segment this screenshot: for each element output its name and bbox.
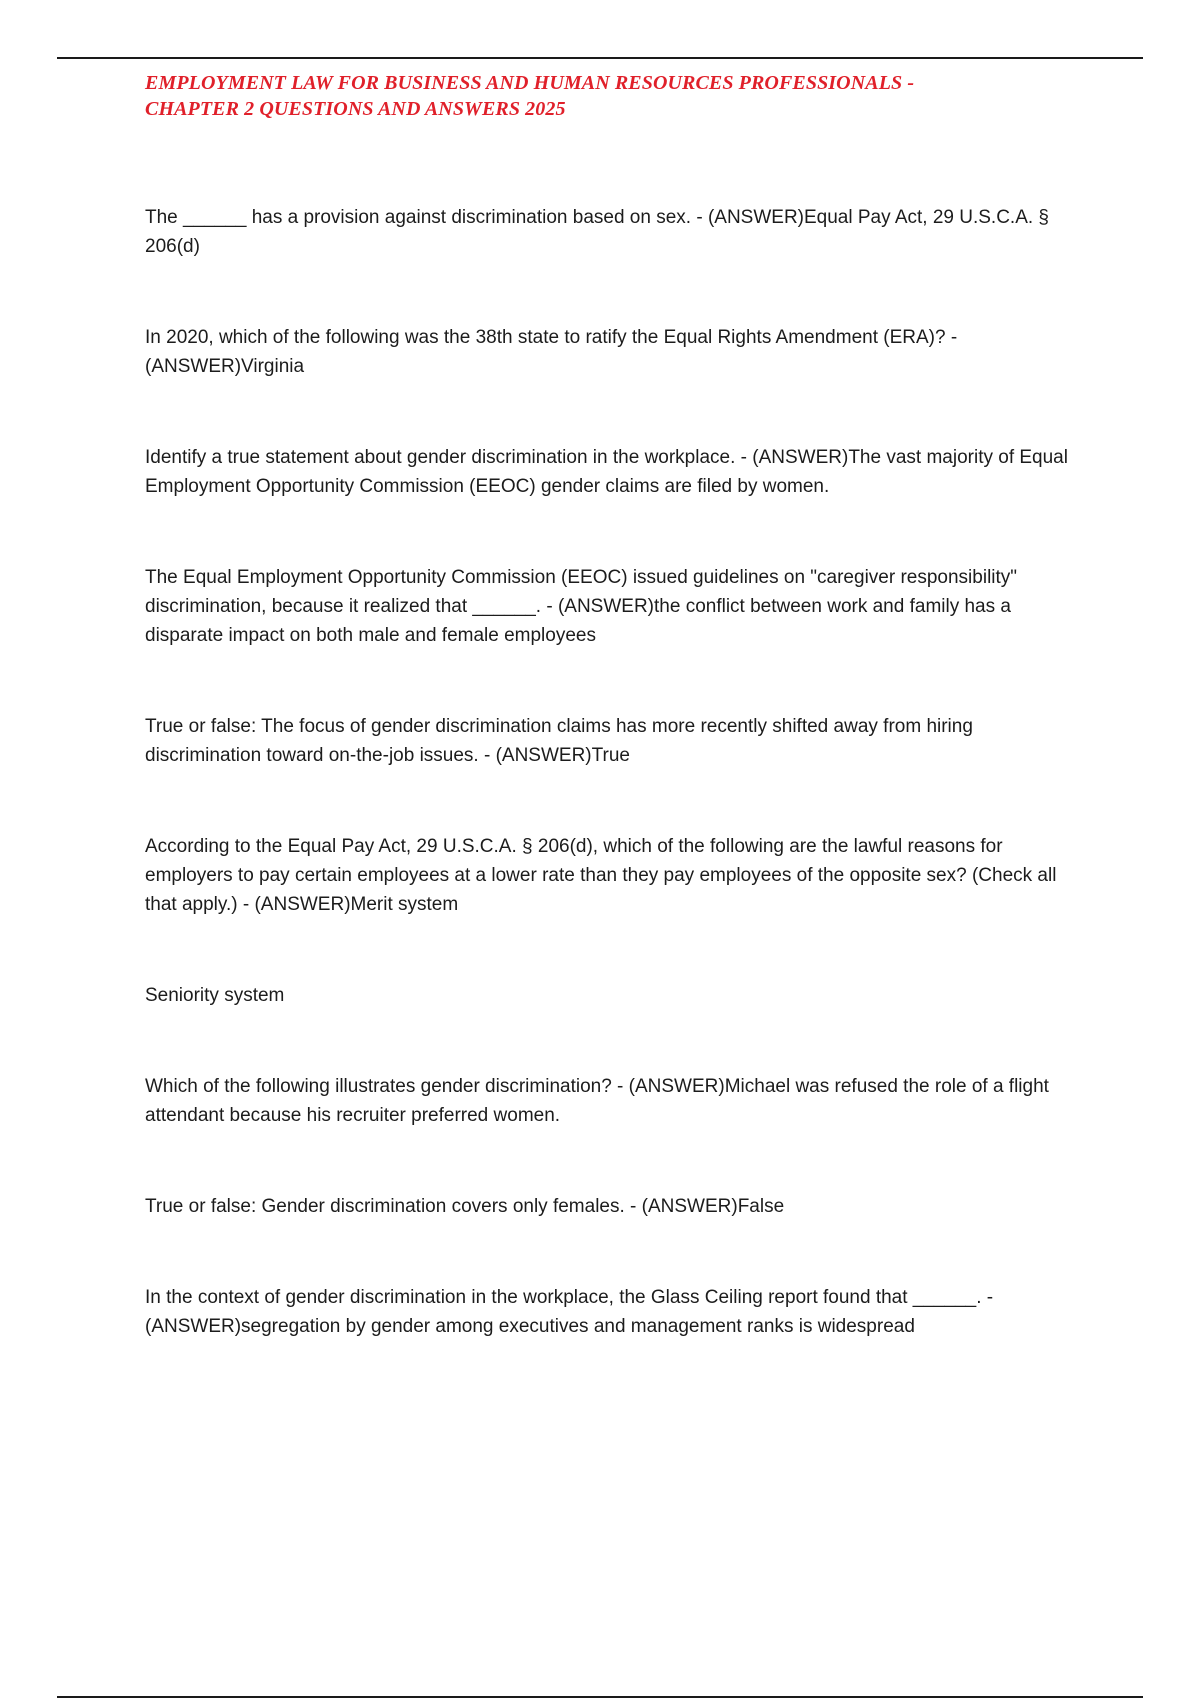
qa-item bbox=[145, 981, 1090, 1010]
qa-text: In 2020, which of the following was the 38th state to ratify the Equal Rights Amendment (ERA)? - (ANSWER)Virginia bbox=[145, 327, 963, 377]
qa-item bbox=[145, 203, 1090, 261]
document-title bbox=[145, 70, 1105, 122]
qa-text: In the context of gender discrimination in the workplace, the Glass Ceiling report found that ______. - (ANSWER)segregation by gender among executives and management ranks is widespread bbox=[145, 1287, 999, 1337]
header-rule bbox=[57, 57, 1143, 59]
qa-item bbox=[145, 1283, 1090, 1341]
qa-text: The Equal Employment Opportunity Commission (EEOC) issued guidelines on "caregiver responsibility" discrimination, because it realized that ______. - (ANSWER)the conflict between work and family has a disparate impact on both male and female employees bbox=[145, 567, 1023, 646]
qa-list bbox=[145, 203, 1090, 1341]
qa-text: True or false: The focus of gender discrimination claims has more recently shifted away from hiring discrimination toward on-the-job issues. - (ANSWER)True bbox=[145, 716, 979, 766]
qa-text: True or false: Gender discrimination covers only females. - (ANSWER)False bbox=[145, 1196, 785, 1217]
title-line-1: EMPLOYMENT LAW FOR BUSINESS AND HUMAN RESOURCES PROFESSIONALS - bbox=[145, 72, 915, 94]
qa-text: According to the Equal Pay Act, 29 U.S.C.A. § 206(d), which of the following are the lawful reasons for employers to pay certain employees at a lower rate than they pay employees of the opposite sex? (Check all that apply.) - (ANSWER)Merit system bbox=[145, 836, 1062, 915]
qa-text: Seniority system bbox=[145, 985, 285, 1006]
qa-item bbox=[145, 443, 1090, 501]
qa-text: Which of the following illustrates gender discrimination? - (ANSWER)Michael was refused the role of a flight attendant because his recruiter preferred women. bbox=[145, 1076, 1055, 1126]
qa-text: The ______ has a provision against discrimination based on sex. - (ANSWER)Equal Pay Act, 29 U.S.C.A. § 206(d) bbox=[145, 207, 1055, 257]
qa-item bbox=[145, 1072, 1090, 1130]
qa-item bbox=[145, 832, 1090, 919]
title-line-2: CHAPTER 2 QUESTIONS AND ANSWERS 2025 bbox=[145, 98, 566, 120]
qa-item bbox=[145, 323, 1090, 381]
qa-item bbox=[145, 563, 1090, 650]
qa-item bbox=[145, 1192, 1090, 1221]
qa-item bbox=[145, 712, 1090, 770]
footer-rule bbox=[57, 1696, 1143, 1698]
qa-text: Identify a true statement about gender discrimination in the workplace. - (ANSWER)The vast majority of Equal Employment Opportunity Commission (EEOC) gender claims are filed by women. bbox=[145, 447, 1074, 497]
